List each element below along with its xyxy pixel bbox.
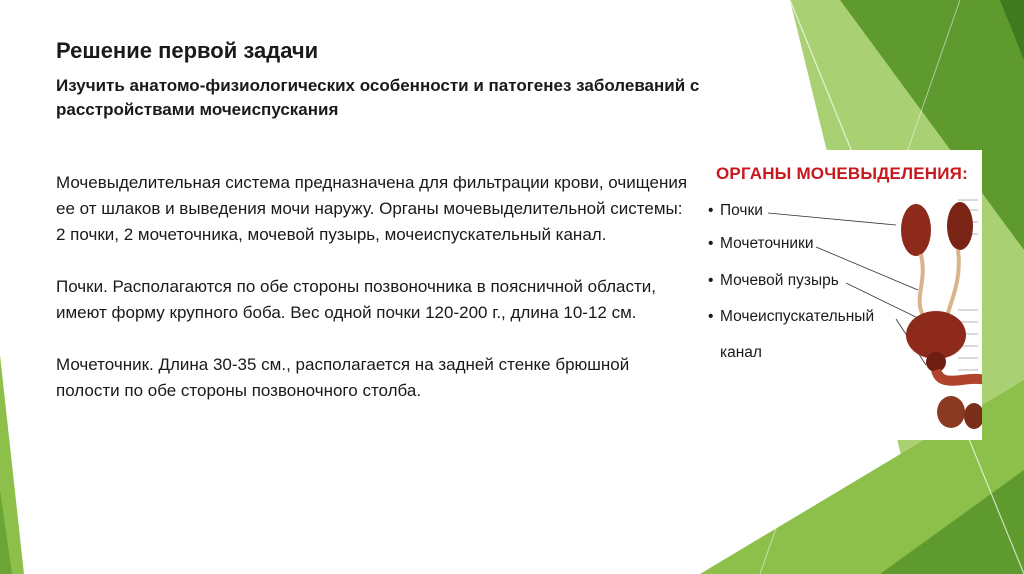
slide-title: Решение первой задачи (56, 38, 319, 63)
bullet-icon: • (708, 235, 714, 252)
bullet-icon: • (708, 308, 714, 325)
prostate (926, 352, 946, 372)
testis (937, 396, 965, 428)
organ-label-kidneys: Почки (720, 202, 763, 219)
right-ureter (946, 250, 959, 320)
bullet-icon: • (708, 272, 714, 289)
paragraph-system: Мочевыделительная система предназначена для фильтрации крови, очищения ее от шлаков и выведения мочи наружу. Органы мочевыделительной системы: 2 почки, 2 мочеточника, мочевой пузырь, мочеиспускательный канал. (56, 173, 688, 244)
figure-heading: ОРГАНЫ МОЧЕВЫДЕЛЕНИЯ: (716, 164, 968, 183)
bladder (906, 311, 966, 359)
bullet-icon: • (708, 202, 714, 219)
left-kidney (901, 204, 931, 256)
slide-body (56, 170, 696, 430)
testis (964, 403, 982, 429)
slide-subtitle: Изучить анатомо-физиологических особенности и патогенез заболеваний с расстройствами мочеиспускания (56, 76, 700, 119)
organ-label-bladder: Мочевой пузырь (720, 272, 839, 289)
organs-figure (696, 150, 982, 440)
left-ureter (920, 254, 926, 320)
urinary-organs-illustration (696, 150, 982, 440)
organ-label-ureters: Мочеточники (720, 235, 814, 252)
organ-label-urethra: Мочеиспускательный (720, 308, 875, 325)
urethra (936, 370, 982, 381)
organ-label-canal: канал (720, 344, 762, 361)
paragraph-kidneys: Почки. Располагаются по обе стороны позвоночника в поясничной области, имеют форму крупного боба. Вес одной почки 120-200 г., длина 10-12 см. (56, 277, 656, 322)
right-kidney (947, 202, 973, 250)
paragraph-ureter: Мочеточник. Длина 30-35 см., располагается на задней стенке брюшной полости по обе стороны позвоночного столба. (56, 355, 630, 400)
